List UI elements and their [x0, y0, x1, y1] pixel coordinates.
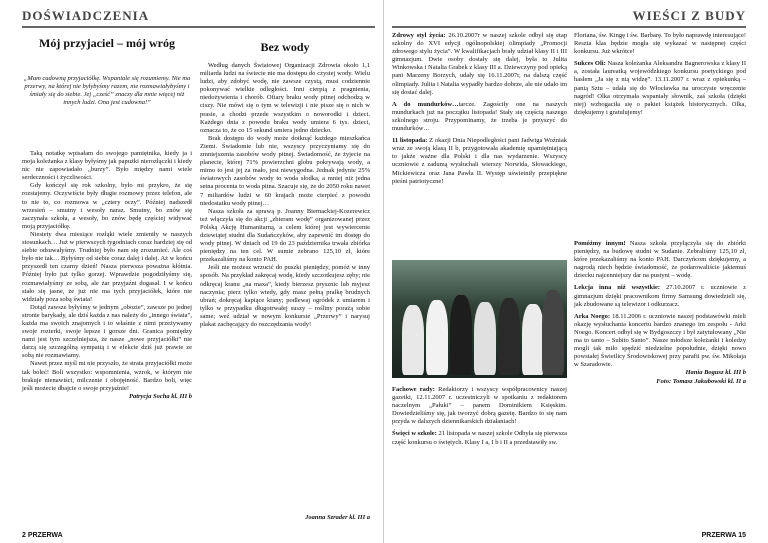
paragraph: Taką notatkę wpisałam do swojego pamiętnika, kiedy ja i moja koleżanka z klasy byłyśmy jak papużki nierozłączki i kiedy nic nie zapowiadało „burzy”. Było między nami wiele serdeczności i życzliwości. — [22, 150, 192, 182]
paragraph: Według danych Światowej Organizacji Zdrowia około 1,1 miliarda ludzi na świecie nie ma dostępu do czystej wody. Wielu ludzi, aby zdobyć wodę, nie zawsze czystą, musi codziennie pokonywać wielkie odległości. Inni cierpią z pragnienia, niedożywienia i chorób. Ofiary braku wody pitnej odchodzą w ciszy. Nie mówi się o tym w telewizji i nie pisze się o nich w prasie, a chodzi przede wszystkim o noworodki i dzieci. Każdego dnia z powodu braku wody umiera 6 tys. dzieci, oznacza to, że co 15 sekund umiera jedno dziecko. — [200, 62, 370, 134]
class-photo — [392, 260, 567, 378]
article-title-water: Bez wody — [260, 40, 310, 54]
news-column-1 — [392, 32, 567, 186]
news-lead: A do mundurków… — [392, 100, 459, 108]
header-rule-right — [392, 26, 746, 28]
paragraph: Nawet przez myśl mi nie przyszło, że strata przyjaciółki może tak boleć! Boli wszystko: wspomnienia, wzrok, w którym nie brakuje nienawiści, milczenie i obojętność. Bardzo boli, więc jeśli możecie dbajcie o swoje przyjaźnie! — [22, 360, 192, 392]
news-text: Floriana, św. Kingę i św. Barbarę. To było naprawdę interesujące! Reszta klas będzie mogła się wykazać w następnej części konkursu. Już wkrótce! — [574, 32, 746, 56]
article-quote: „Mam cudowną przyjaciółkę. Wspaniale się rozumiemy. Nie ma przerwy, na której nie byłybyśmy razem, nie rozmawiałybyśmy i śmiały się do siebie. Jej „cześć” znaczy dla mnie więcej niż innych ludzi. Ona jest cudowna!” — [23, 75, 191, 107]
news-item — [574, 313, 746, 370]
paragraph: Dotąd zawsze byłyśmy w jednym „obozie”, zawsze po jednej stronie barykady, ale dziś każda z nas należy do „innego świata”, każda ma swoich znajomych i to właśnie z nimi przeżywamy swoje rozterki, swoje lepsze i gorsze dni. Granica pomiędzy nami jest tym szczelniejsza, że nasze „nowe przyjaciółki” nie darzą się szczególną sympatią i w efekcie dziś już prawie ze sobą nie rozmawiamy. — [22, 303, 192, 360]
news-text: 21 listopada w naszej szkole Odbyła się pierwsza część konkursu o świętych. Klasy I a, I b i II a przedstawiły sw. — [392, 430, 567, 446]
author-signature: Joanna Szrader kl. III a — [305, 514, 370, 521]
news-text: 26.10.2007r w naszej szkole odbył się etap szkolny do XVI edycji ogólnopolskiej olimpiady „Promocji zdrowego stylu życia”. W kwalifikacjach brały udział klasy II i III gimnazjum. Dwie osoby dostały się dalej, była to Julita Winkowska i Natalia Grabek z klasy III a. Dziewczyny pod opieką pani Marzeny Borzych, udały się 16.11.2007r, na dalszą część olimpiady. Julita i Natalia wypadły bardzo dobrze, ale nie udało im się dostać dalej. — [392, 32, 568, 96]
article-body-friend — [22, 150, 192, 401]
news-lead: Sukces Oli: — [574, 60, 606, 68]
news-item — [392, 386, 567, 426]
section-header-left: DOŚWIADCZENIA — [22, 8, 150, 23]
news-lead: Fachowe rady: — [392, 386, 435, 393]
article-body-water — [200, 62, 370, 329]
news-item — [392, 137, 567, 186]
header-rule-left — [22, 26, 375, 28]
paragraph: Niestety dwa miesiące rozłąki wiele zmieniły w naszych stosunkach… Już w pierwszych tygodniach coraz bardziej się od siebie odsuwałyśmy. Trudniej było nam się zrozumieć. Ale coś było nie tak… Byłyśmy od siebie coraz dalej i dalej. Aż w końcu przyszedł ten czarny dzień! Nasza pierwsza poważna kłótnia. Później było już tylko gorzej. Wprawdzie pogodziłyśmy się, rozmawiałyśmy ze sobą, ale żar przyjaźni dogasał. I w końcu stało się jasne, że już nie ma tych przyjaciółek, które nie widziały poza sobą świata! — [22, 230, 192, 303]
news-column-2 — [574, 32, 746, 117]
news-item — [574, 60, 746, 117]
paragraph: Brak dostępu do wody może dotknąć każdego mieszkańca Ziemi. Świadomie lub nie, wszyscy przyczyniamy się do zmniejszenia zasobów wody pitnej. Świadomość, że żyjecie na planecie, której 71% powierzchni globu pokrywają wody, a mimo to jest jej za mało, jest niewygodna. Jednak jedynie 25% światowych zasobów wody to woda słodka, a mniej niż jedna setna procenta to woda pitna. Szacuje się, że do 2050 roku nawet 7 miliardów ludzi w 60 krajach może cierpieć z powodu niedostatku wody pitnej… — [200, 134, 370, 207]
news-text: 18.11.2006 r. uczniowie naszej podstawówki mieli okazję wysłuchania koncertu bardzo znanego im zespołu - Arki Noego. Koncert odbył się w Bydgoszczy i był zatytułowany „Nie ma to tanto – Subito Santo”. Nasze młodsze koleżanki i koledzy mogli tak miło spędzić niedzielne popołudnie, dzięki nowo powstałej Świetlicy Środowiskowej przy parafii pw. św. Mikołaja w Szaradowie. — [574, 312, 746, 369]
article-title-friend: Mój przyjaciel – mój wróg — [39, 36, 175, 50]
author-signature: Hania Bogusz kl. III b — [685, 369, 746, 377]
page-number-right: PRZERWA 15 — [701, 532, 746, 539]
news-item — [574, 32, 746, 56]
news-text: Z okazji Dnia Niepodległości pani Jadwiga Woźniak wraz ze swoją klasą II b, przygotowała akademię upamiętniającą to jakże ważne dla Polski i dla nas wydarzenie. Wszyscy uczniowie z zadumą wysłuchali wierszy Norwida, Słowackiego, Mickiewicza oraz Jana Pawła II. Występ uświetniły przepiękne pieśni patriotyczne! — [392, 137, 567, 185]
right-page — [384, 0, 768, 543]
news-column-2b — [574, 240, 746, 386]
section-header-right: WIEŚCI Z BUDY — [632, 8, 746, 23]
news-column-1b — [392, 386, 567, 447]
news-item — [574, 284, 746, 308]
news-item — [392, 101, 567, 133]
news-text: Nasza szkoła przyłączyła się do zbiórki pieniędzy, na budowę studni w Sudanie. Zebraliśmy 125,10 zł, które przekazaliśmy na konto PAH. Darczyńcom dziękujemy, a nagrodą niech będzie świadomość, że podarowaliście jakiemuś dziecku najcenniejszy dar na pustyni – wodę. — [574, 240, 746, 280]
page-number-left: 2 PRZERWA — [22, 532, 63, 539]
author-signature: Patrycja Socha kl. III b — [128, 392, 192, 400]
news-lead: Święci w szkole: — [392, 430, 437, 438]
news-item — [392, 430, 567, 446]
news-lead: Arka Noego: — [574, 312, 611, 320]
news-lead: Pomóżmy innym! — [574, 240, 626, 247]
paragraph: Gdy kończył się rok szkolny, było mi przykro, że się rozstajemy. Oczywiście były długie rozmowy przez telefon, ale to nie to, co rozmowa w „cztery oczy”. Później nadszedł wrzesień – smutny i wesoły naraz. Smutny, bo znów się zaczynała szkoła, a wesoły, bo znów będę częściej widywać moją przyjaciółkę. — [22, 182, 192, 230]
news-lead: Lekcja inna niż wszystkie: — [574, 284, 661, 292]
news-lead: Zdrowy styl życia: — [392, 32, 446, 39]
paragraph: Jeśli nie możesz wrzucić do puszki pieniędzy, pomóż w inny sposób. Na przykład zakręcaj wodę, kiedy szczotkujesz zęby; nie odkręcaj kranu „na maxa”, kiedy bierzesz prysznic lub myjesz naczynia; pierz tylko wtedy, gdy masz pełną pralkę brudnych ubrań; dokręcaj kapiące krany; podlewaj ogródek z umiarem i tylko w przypadku długotrwałej suszy – rośliny porażą sobie same; weź udział w nowym konkursie „Przerwy” i narysuj plakat zachęcający do oszczędzania wody! — [200, 264, 370, 328]
paragraph: Nasza szkoła za sprawą p. Joanny Biernackiej-Kozerewicz też włączyła się do akcji „zbieram wodę” organizowanej przez Polską Akcję Humanitarną, a celem której jest wywiercenie dziewiątej studni dla Sudańczyków, aby zapewnić im dostęp do wody pitnej. W dniach od 19 do 23 października trwała zbiórka pieniędzy na ten cel. W sumie zebrano 125,10 zł, które przekazaliśmy na konto PAH. — [200, 207, 370, 264]
news-text: tarcze. Zagościły one na naszych mundurkach już na początku listopada! Stały się częścią naszego szkolnego stroju. Przypominamy, że trzeba je przyszyć do mundurków… — [392, 100, 567, 133]
news-text: Nasza koleżanka Aleksandra Bagnerowska z klasy II a, została laureatką wojewódzkiego konkursu poetyckiego pod hasłem „Ja się z nią widzę”. 13.11.2007 r. wraz z opiekunką – panią Sztu – udała się do Włocławka na uroczyste wręczenie nagród! Olka otrzymała wspaniały słownik, zaś szkoła (dzięki niej) wzbogaciła się o pakiet książek historycznych. Olka, dziękujemy i gratulujemy! — [574, 60, 746, 116]
news-lead: 11 listopada: — [392, 137, 428, 145]
news-item — [574, 240, 746, 280]
news-text: 27.10.2007 r. uczniowie z gimnazjum dzięki pracownikom firmy Samsung dowiedzieli się, jak zbudowane są telewizor i odkurzacz. — [574, 284, 747, 308]
photo-credit: Foto: Tomasz Jakubowski kl. II a — [656, 377, 746, 385]
news-text: Redaktorzy i wszyscy współpracownicy naszej gazetki, 12.11.2007 r. uczestniczyli w spotkaniu z redaktorem naczelnym „Pałuki” – panem Dominikiem Księskim. Dowiedzieliśmy się, jak tworzyć dobrą gazetę. Bardzo to się nam przyda w dalszych dziennikarskich działaniach! — [392, 386, 567, 426]
news-item — [392, 32, 567, 97]
